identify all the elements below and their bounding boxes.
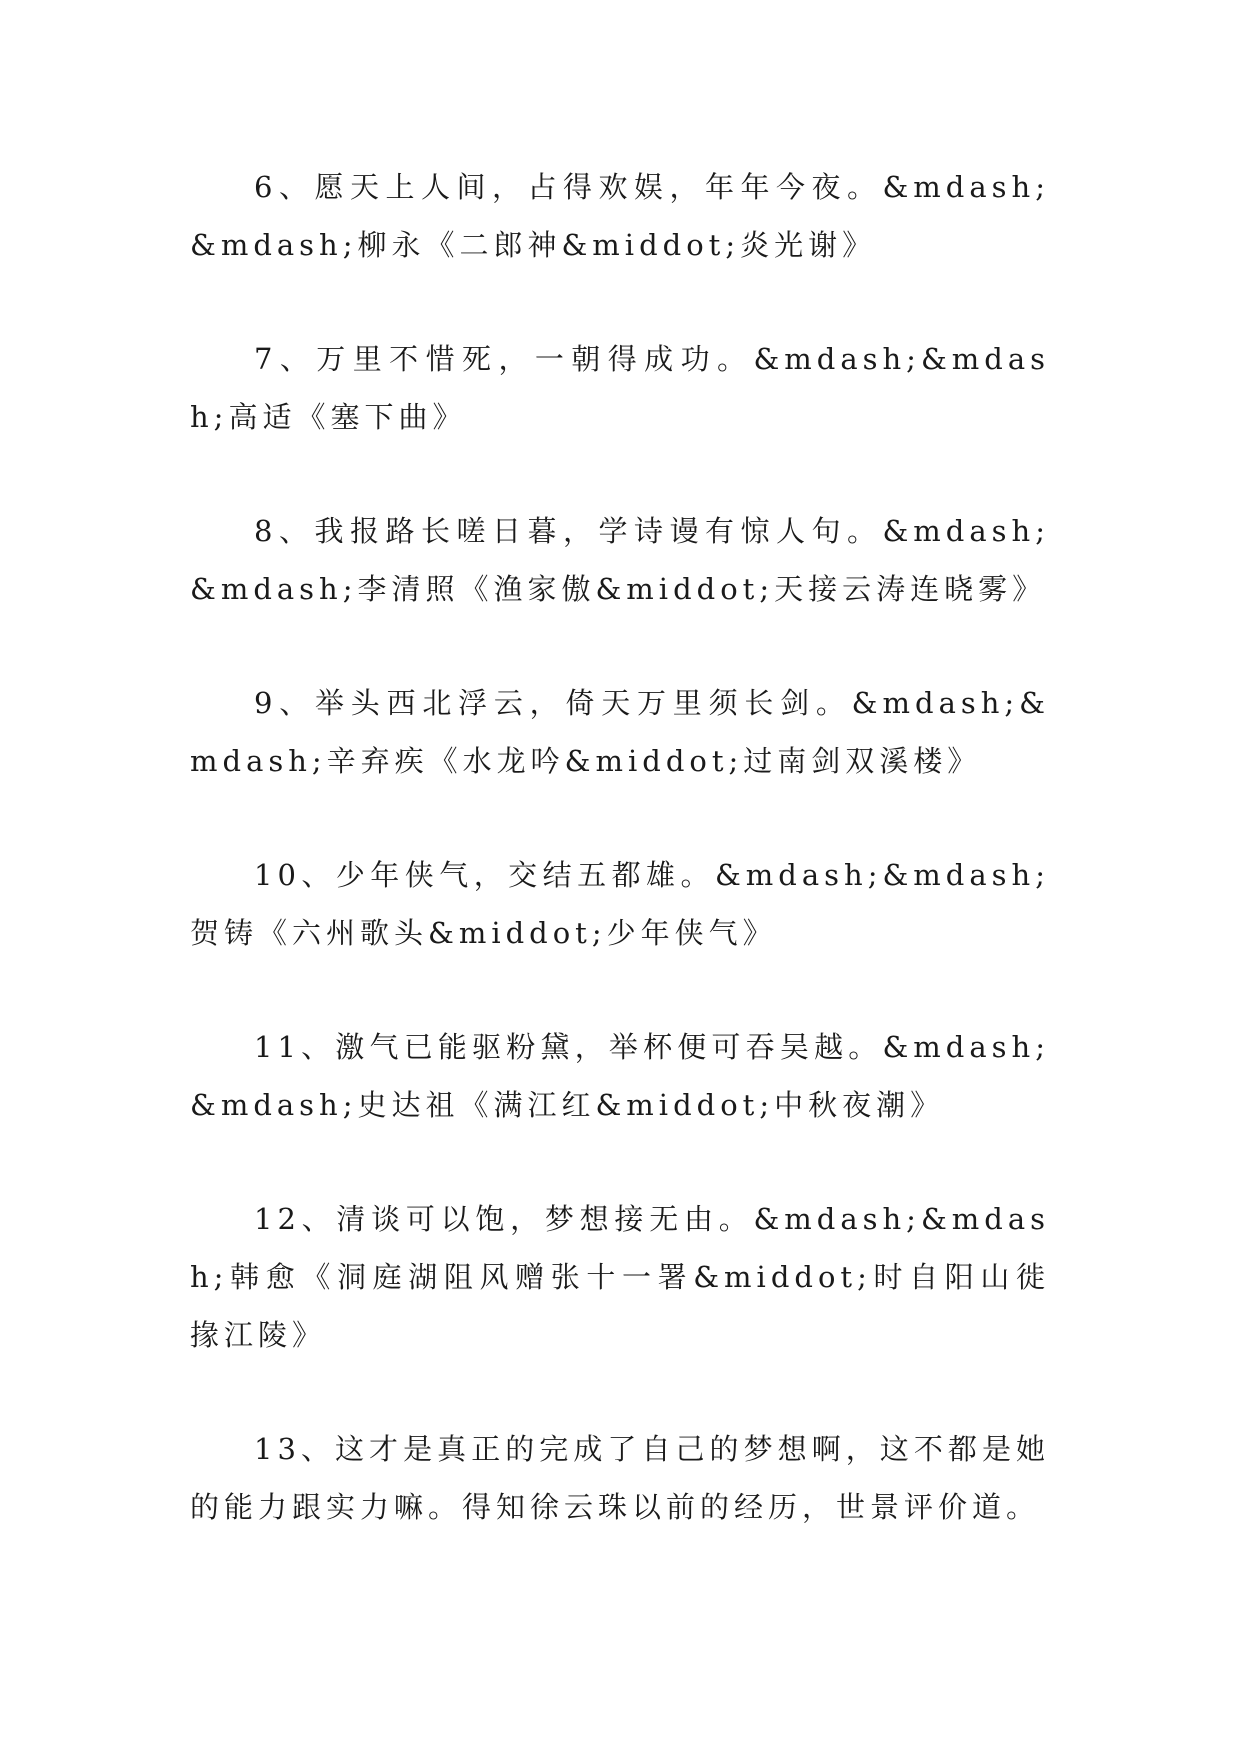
quote-entry-9: 9、举头西北浮云，倚天万里须长剑。&mdash;&mdash;辛弃疾《水龙吟&middot;过南剑双溪楼》 [190,686,1050,778]
quote-entry-10: 10、少年侠气，交结五都雄。&mdash;&mdash;贺铸《六州歌头&middot;少年侠气》 [190,858,1050,950]
quote-entry-11: 11、激气已能驱粉黛，举杯便可吞吴越。&mdash;&mdash;史达祖《满江红&middot;中秋夜潮》 [190,1030,1050,1122]
quote-entry-12: 12、清谈可以饱，梦想接无由。&mdash;&mdash;韩愈《洞庭湖阻风赠张十一署&middot;时自阳山徙掾江陵》 [190,1202,1050,1352]
quote-entry-7: 7、万里不惜死，一朝得成功。&mdash;&mdash;高适《塞下曲》 [190,342,1050,434]
quote-list [190,158,1050,1536]
quote-entry-6: 6、愿天上人间，占得欢娱，年年今夜。&mdash;&mdash;柳永《二郎神&middot;炎光谢》 [190,170,1050,262]
quote-entry-8: 8、我报路长嗟日暮，学诗谩有惊人句。&mdash;&mdash;李清照《渔家傲&middot;天接云涛连晓雾》 [190,514,1050,606]
quote-entry-13: 13、这才是真正的完成了自己的梦想啊，这不都是她的能力跟实力嘛。得知徐云珠以前的经历，世景评价道。 [190,1432,1050,1524]
